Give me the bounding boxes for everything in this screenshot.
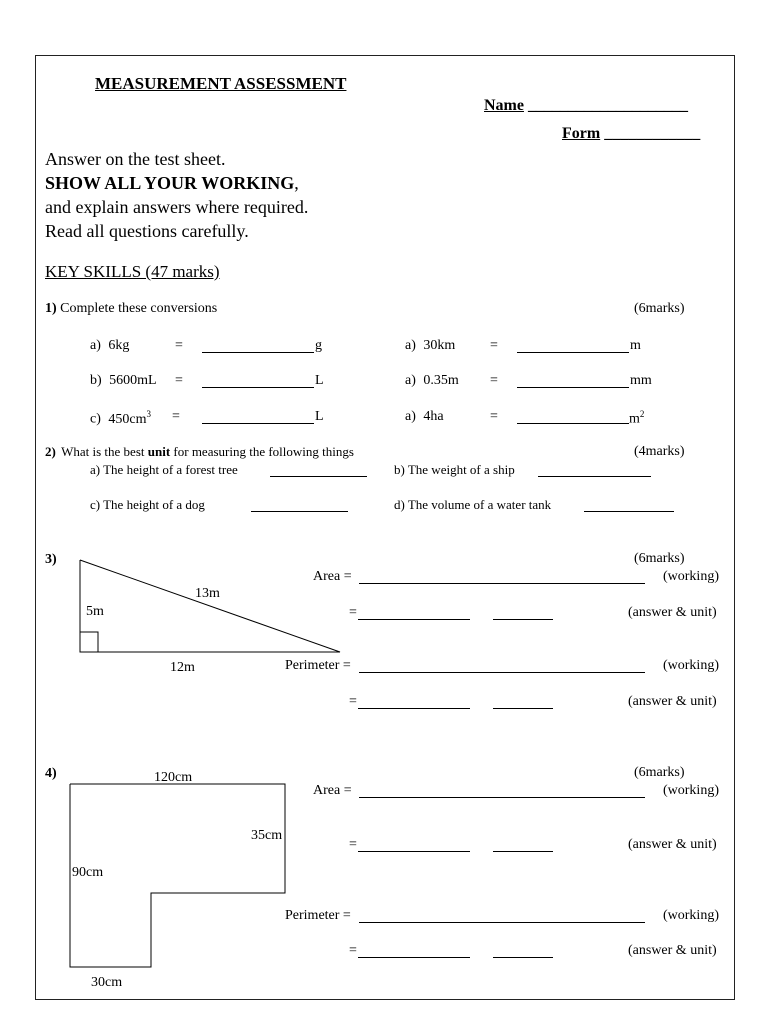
- equals-sign: =: [490, 409, 498, 424]
- row-value: 5600mL: [109, 373, 157, 388]
- row-unit: mm: [630, 373, 652, 388]
- q3-perimeter-working-note: (working): [663, 658, 719, 673]
- form-blank: ____________: [604, 125, 701, 142]
- q4-area-working-blank[interactable]: [359, 783, 645, 803]
- instruction-line-3: and explain answers where required.: [45, 197, 309, 217]
- l-shape-left-label: 90cm: [72, 865, 104, 880]
- q3-area-answer-note: (answer & unit): [628, 605, 717, 620]
- row-value: 0.35m: [423, 373, 459, 388]
- q2-text-bold: unit: [147, 444, 171, 459]
- q4-area-eq: =: [349, 837, 357, 852]
- superscript: 2: [639, 409, 645, 419]
- equals-sign: =: [172, 409, 180, 424]
- q4-area-answer-note: (answer & unit): [628, 837, 717, 852]
- q1-text: Complete these conversions: [60, 301, 218, 316]
- q2-item-b: b) The weight of a ship: [394, 462, 515, 477]
- q3-area-label: Area =: [313, 569, 352, 584]
- q2-item-d: d) The volume of a water tank: [394, 497, 552, 512]
- q3-area-eq: =: [349, 605, 357, 620]
- q3-perimeter-answer-note: (answer & unit): [628, 694, 717, 709]
- row-unit: L: [315, 409, 324, 424]
- name-label: Name: [484, 97, 524, 114]
- instruction-bold: SHOW ALL YOUR WORKING: [45, 173, 295, 193]
- q2-item-a: a) The height of a forest tree: [90, 462, 238, 477]
- row-label: a): [405, 373, 416, 388]
- l-shape-right-label: 35cm: [251, 828, 283, 843]
- l-shape-bottom-label: 30cm: [91, 975, 123, 990]
- q3-perimeter-label: Perimeter =: [285, 658, 351, 673]
- q4-area-answer-blank[interactable]: [358, 837, 470, 857]
- triangle-hypotenuse-label: 13m: [195, 586, 220, 601]
- q2-text-pre: What is the best: [61, 444, 148, 459]
- q2-item-c: c) The height of a dog: [90, 497, 205, 512]
- q4-area-unit-blank[interactable]: [493, 837, 553, 857]
- q4-perimeter-answer-note: (answer & unit): [628, 943, 717, 958]
- row-value: 6kg: [108, 338, 130, 353]
- row-label: c): [90, 411, 101, 427]
- q3-marks: (6marks): [634, 551, 685, 566]
- row-value: 450cm: [108, 411, 147, 427]
- equals-sign: =: [175, 373, 183, 388]
- row-label: a): [405, 338, 416, 353]
- q1-marks: (6marks): [634, 301, 685, 316]
- unit-text: m: [629, 411, 640, 427]
- triangle-height-label: 5m: [86, 604, 104, 619]
- row-label: a): [405, 409, 416, 424]
- q4-perimeter-unit-blank[interactable]: [493, 943, 553, 963]
- row-label: a): [90, 338, 101, 353]
- row-label: b): [90, 373, 102, 388]
- equals-sign: =: [490, 373, 498, 388]
- instruction-line-4: Read all questions carefully.: [45, 221, 249, 241]
- superscript: 3: [146, 409, 151, 419]
- equals-sign: =: [490, 338, 498, 353]
- q2-text-post: for measuring the following things: [170, 444, 354, 459]
- q4-area-working-note: (working): [663, 783, 719, 798]
- q3-perimeter-eq: =: [349, 694, 357, 709]
- q4-area-label: Area =: [313, 783, 352, 798]
- q4-perimeter-eq: =: [349, 943, 357, 958]
- row-unit: m: [630, 338, 641, 353]
- equals-sign: =: [175, 338, 183, 353]
- q1-number: 1): [45, 301, 57, 316]
- q3-number: 3): [45, 552, 57, 567]
- q4-marks: (6marks): [634, 765, 685, 780]
- row-unit: g: [315, 338, 322, 353]
- form-label: Form: [562, 125, 601, 142]
- page-title: MEASUREMENT ASSESSMENT: [95, 74, 347, 93]
- q4-perimeter-working-blank[interactable]: [359, 908, 645, 928]
- name-blank: ____________________: [527, 97, 688, 114]
- q2-marks: (4marks): [634, 444, 685, 459]
- row-value: 30km: [423, 338, 456, 353]
- q3-area-working-note: (working): [663, 569, 719, 584]
- q4-perimeter-working-note: (working): [663, 908, 719, 923]
- q2-number: 2): [45, 444, 56, 459]
- q4-perimeter-answer-blank[interactable]: [358, 943, 470, 963]
- q4-number: 4): [45, 766, 57, 781]
- instruction-line-1: Answer on the test sheet.: [45, 149, 226, 169]
- instruction-comma: ,: [294, 173, 299, 193]
- triangle-base-label: 12m: [170, 660, 195, 675]
- row-value: 4ha: [423, 409, 444, 424]
- section-title: KEY SKILLS (47 marks): [45, 262, 220, 281]
- q4-perimeter-label: Perimeter =: [285, 908, 351, 923]
- row-unit: L: [315, 373, 324, 388]
- l-shape-top-label: 120cm: [154, 770, 193, 785]
